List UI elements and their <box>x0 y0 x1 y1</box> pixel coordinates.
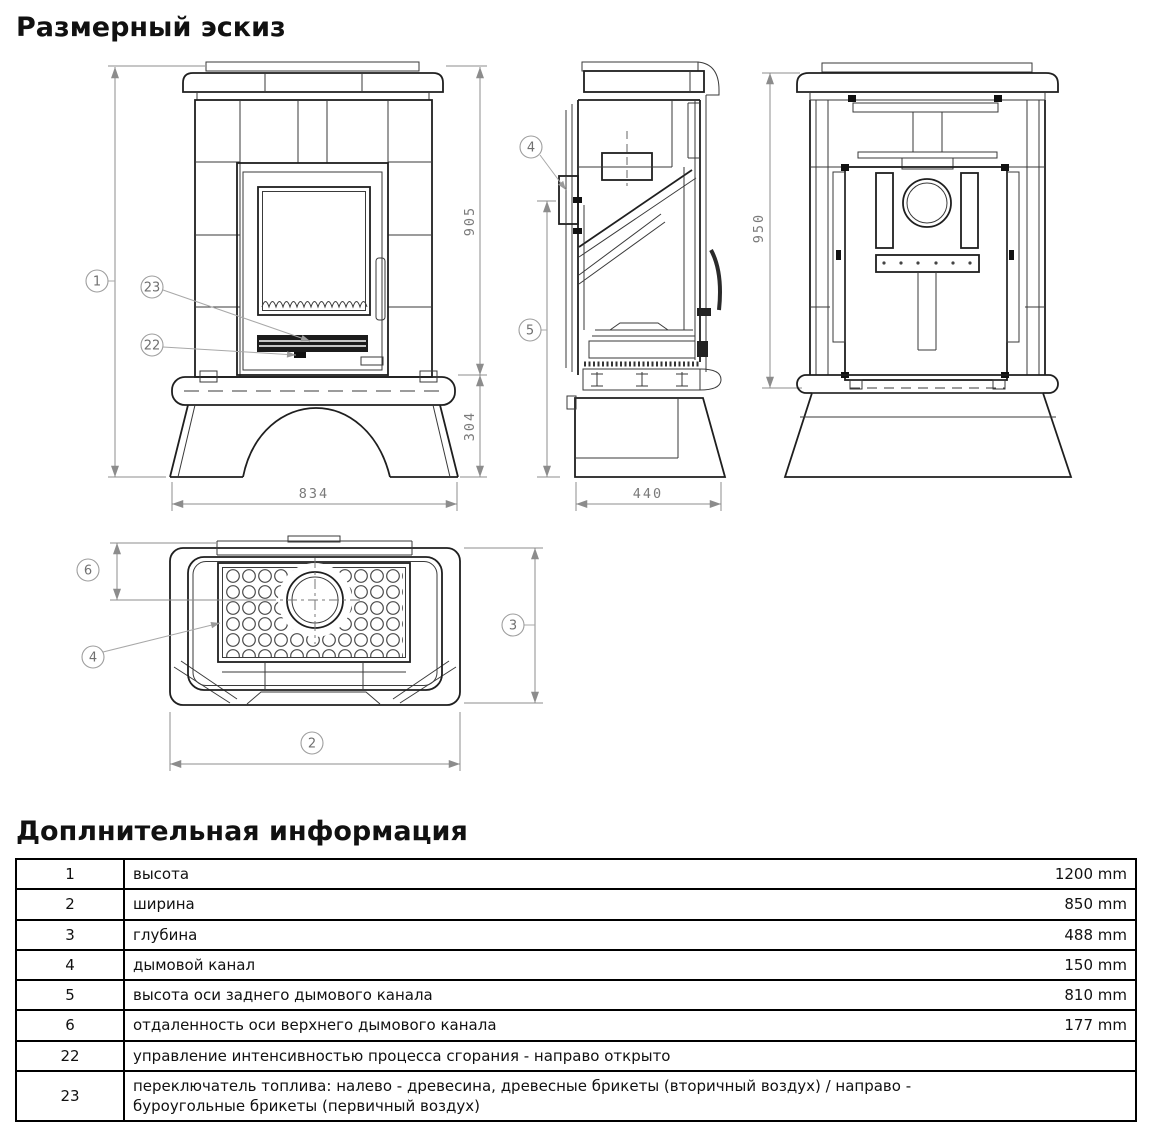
page-title: Размерный эскиз <box>16 12 286 43</box>
callout-width <box>301 732 323 754</box>
row-number: 22 <box>16 1041 124 1071</box>
callout-number: 3 <box>508 618 518 634</box>
door-glass <box>258 187 370 315</box>
additional-info-table <box>15 858 1137 1122</box>
door-latch <box>361 357 383 365</box>
leg-arch <box>243 408 390 477</box>
callout-number: 4 <box>526 140 536 156</box>
back-plinth <box>797 375 1058 393</box>
back-view <box>751 63 1071 477</box>
row-number: 1 <box>16 859 124 889</box>
table-row <box>16 1041 1136 1071</box>
side-crown <box>584 71 704 92</box>
dim-side-depth: 440 <box>632 486 664 502</box>
row-label: глубина <box>124 920 969 950</box>
callout-number: 23 <box>143 280 161 296</box>
row-value: 850 mm <box>969 889 1136 919</box>
row-label: высота оси заднего дымового канала <box>124 980 969 1010</box>
flame-guard-wave <box>262 302 367 308</box>
row-label: дымовой канал <box>124 950 969 980</box>
callout-number: 6 <box>83 563 93 579</box>
back-flue-opening <box>903 179 951 227</box>
front-legs <box>170 405 458 477</box>
callout-top-grate <box>82 646 104 668</box>
back-crown <box>797 73 1058 92</box>
back-slot-right <box>961 173 978 248</box>
row-label: управление интенсивностью процесса сгорания - направо открыто <box>124 1041 969 1071</box>
callout-number: 2 <box>307 736 317 752</box>
air-control-bar <box>257 335 368 352</box>
dim-front-base: 304 <box>462 410 478 442</box>
callout-depth <box>502 614 524 636</box>
row-value <box>969 1041 1136 1071</box>
baffle-plate <box>579 170 692 247</box>
top-view <box>77 536 543 771</box>
grate-tray <box>610 323 668 330</box>
front-top-plate <box>206 62 419 71</box>
row-value: 150 mm <box>969 950 1136 980</box>
callout-number: 4 <box>88 650 98 666</box>
row-number: 5 <box>16 980 124 1010</box>
bracket-screws <box>882 261 971 264</box>
row-value: 810 mm <box>969 980 1136 1010</box>
table-row <box>16 1010 1136 1040</box>
row-value: 177 mm <box>969 1010 1136 1040</box>
table-row <box>16 980 1136 1010</box>
side-top-plate <box>582 62 698 71</box>
table-row <box>16 950 1136 980</box>
callout-number: 22 <box>143 338 161 354</box>
callout-number: 5 <box>525 323 535 339</box>
door-handle <box>376 258 385 320</box>
row-number: 3 <box>16 920 124 950</box>
callout-flue-channel <box>520 136 542 158</box>
row-label: высота <box>124 859 969 889</box>
callout-overall-height <box>86 270 108 292</box>
callout-air-control <box>141 334 163 356</box>
callout-number: 1 <box>92 274 102 290</box>
row-value <box>969 1071 1136 1122</box>
table-row <box>16 859 1136 889</box>
row-label: ширина <box>124 889 969 919</box>
callout-top-axis-offset <box>77 559 99 581</box>
table-row <box>16 1071 1136 1122</box>
dim-front-width: 834 <box>298 486 330 502</box>
back-top-plate <box>822 63 1032 72</box>
panel-clips <box>836 95 1014 378</box>
row-label: переключатель топлива: налево - древесина, древесные брикеты (вторичный воздух) / направо - буроугольные брикеты (первичный воздух) <box>124 1071 969 1122</box>
front-crown <box>183 73 443 92</box>
back-slot-left <box>876 173 893 248</box>
side-body <box>578 100 700 375</box>
side-door-handle <box>711 250 720 310</box>
back-skirt <box>785 393 1071 477</box>
table-row <box>16 889 1136 919</box>
callout-fuel-switch <box>141 276 163 298</box>
row-value: 1200 mm <box>969 859 1136 889</box>
section-title-additional-info: Доплнительная информация <box>16 816 468 847</box>
front-view <box>86 62 487 511</box>
side-pedestal <box>575 398 725 477</box>
table-row <box>16 920 1136 950</box>
row-number: 6 <box>16 1010 124 1040</box>
callout-flue-axis-height <box>519 319 541 341</box>
back-bracket <box>876 255 979 272</box>
row-label: отдаленность оси верхнего дымового канала <box>124 1010 969 1040</box>
row-number: 2 <box>16 889 124 919</box>
row-number: 23 <box>16 1071 124 1122</box>
back-panel <box>845 167 1007 380</box>
dim-back-height: 950 <box>751 212 767 244</box>
row-number: 4 <box>16 950 124 980</box>
dim-front-height: 905 <box>462 205 478 237</box>
side-view <box>519 62 725 511</box>
row-value: 488 mm <box>969 920 1136 950</box>
